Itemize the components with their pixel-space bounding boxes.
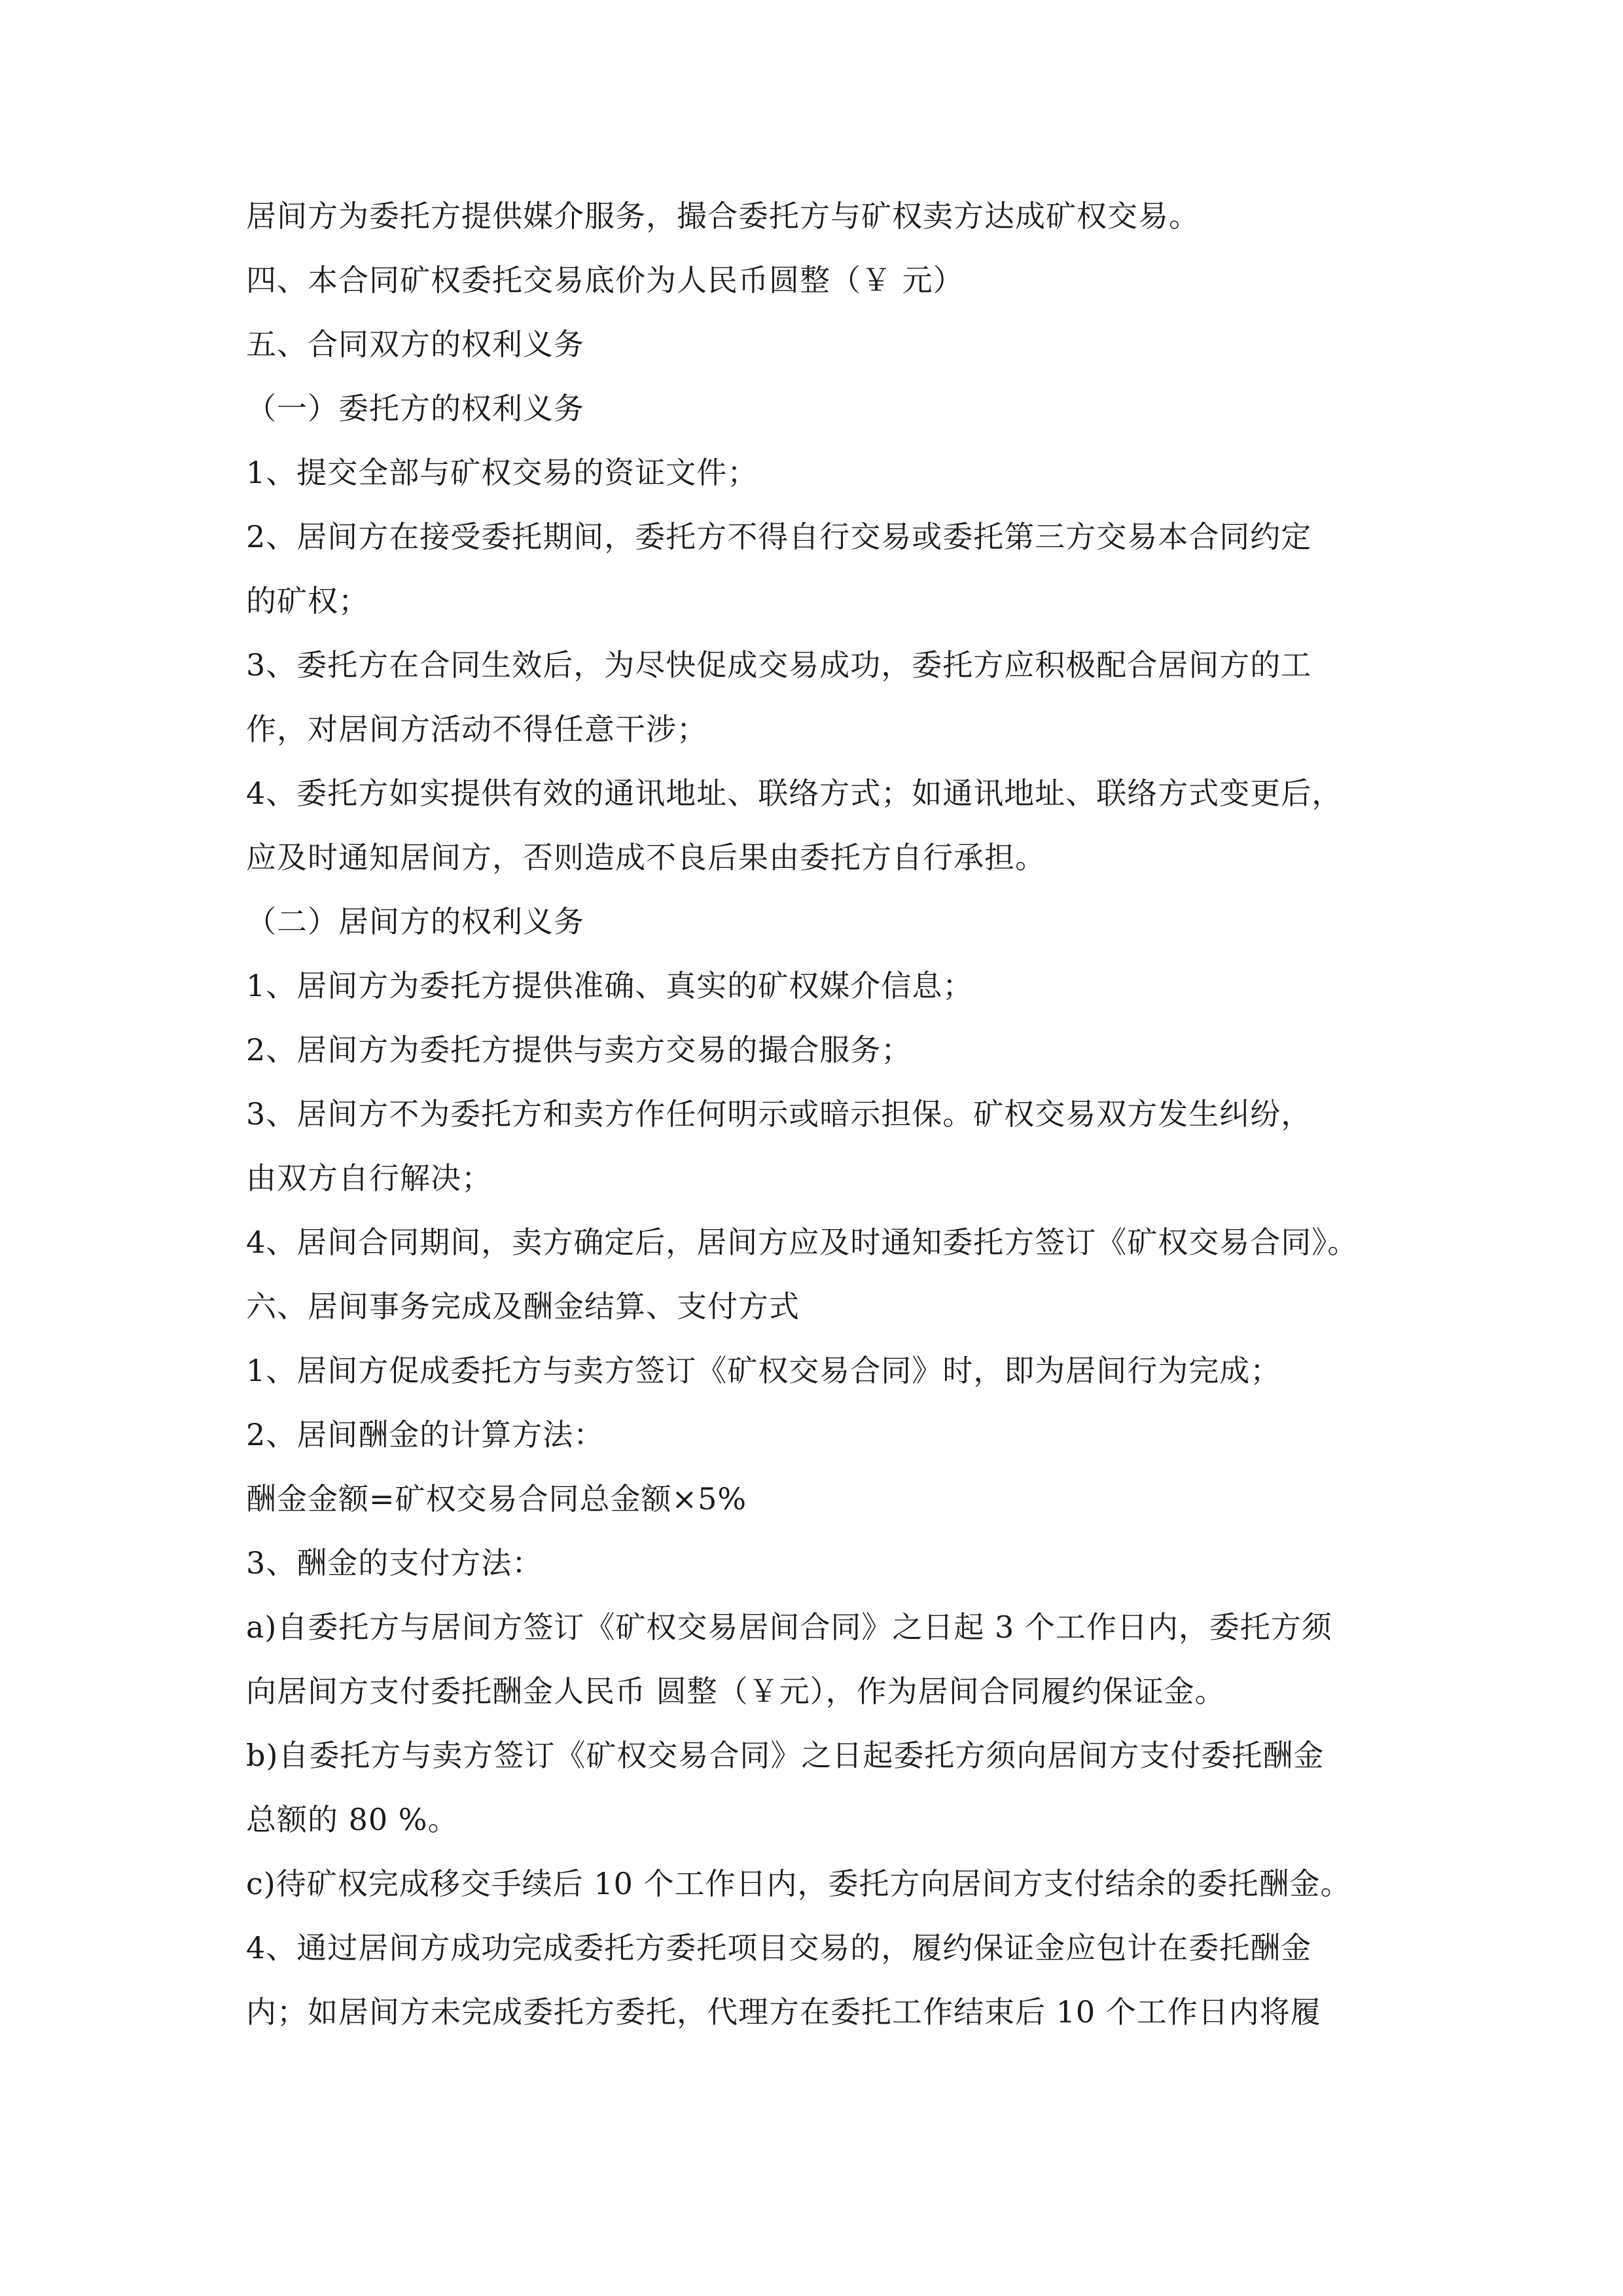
- text-line: 1、提交全部与矿权交易的资证文件；: [246, 455, 758, 490]
- section-heading: 六、居间事务完成及酬金结算、支付方式: [246, 1289, 800, 1324]
- text-line: 总额的 80 %。: [246, 1802, 459, 1837]
- text-line: 向居间方支付委托酬金人民币 圆整（￥元），作为居间合同履约保证金。: [246, 1674, 1226, 1709]
- text-line: 由双方自行解决；: [246, 1160, 492, 1196]
- text-line: 1、居间方促成委托方与卖方签订《矿权交易合同》时，即为居间行为完成；: [246, 1353, 1281, 1388]
- section-heading: 五、合同双方的权利义务: [246, 327, 584, 362]
- text-line: 1、居间方为委托方提供准确、真实的矿权媒介信息；: [246, 968, 974, 1003]
- text-line: 2、居间方为委托方提供与卖方交易的撮合服务；: [246, 1032, 912, 1067]
- text-line: 3、酬金的支付方法：: [246, 1545, 543, 1581]
- subsection-heading: （一）委托方的权利义务: [246, 391, 584, 426]
- text-line: 应及时通知居间方，否则造成不良后果由委托方自行承担。: [246, 840, 1046, 875]
- text-line: 3、委托方在合同生效后，为尽快促成交易成功，委托方应积极配合居间方的工: [246, 647, 1312, 683]
- text-line: 4、委托方如实提供有效的通讯地址、联络方式；如通讯地址、联络方式变更后，: [246, 776, 1343, 811]
- text-line: c)待矿权完成移交手续后 10 个工作日内，委托方向居间方支付结余的委托酬金。: [246, 1866, 1351, 1901]
- text-line: 居间方为委托方提供媒介服务，撮合委托方与矿权卖方达成矿权交易。: [246, 198, 1200, 234]
- text-line: a)自委托方与居间方签订《矿权交易居间合同》之日起 3 个工作日内，委托方须: [246, 1609, 1332, 1645]
- section-heading: 四、本合同矿权委托交易底价为人民币圆整（￥ 元）: [246, 262, 964, 298]
- text-line: 4、居间合同期间，卖方确定后，居间方应及时通知委托方签订《矿权交易合同》。: [246, 1225, 1359, 1260]
- text-line: b)自委托方与卖方签订《矿权交易合同》之日起委托方须向居间方支付委托酬金: [246, 1738, 1325, 1773]
- text-line: 内；如居间方未完成委托方委托，代理方在委托工作结束后 10 个工作日内将履: [246, 1994, 1321, 2030]
- text-line: 的矿权；: [246, 583, 369, 619]
- text-line: 2、居间方在接受委托期间，委托方不得自行交易或委托第三方交易本合同约定: [246, 519, 1312, 554]
- formula-line: 酬金金额=矿权交易合同总金额×5%: [246, 1481, 747, 1516]
- text-line: 4、通过居间方成功完成委托方委托项目交易的，履约保证金应包计在委托酬金: [246, 1930, 1312, 1965]
- text-line: 2、居间酬金的计算方法：: [246, 1417, 605, 1452]
- subsection-heading: （二）居间方的权利义务: [246, 904, 584, 939]
- text-line: 3、居间方不为委托方和卖方作任何明示或暗示担保。矿权交易双方发生纠纷，: [246, 1096, 1312, 1132]
- text-line: 作，对居间方活动不得任意干涉；: [246, 711, 707, 747]
